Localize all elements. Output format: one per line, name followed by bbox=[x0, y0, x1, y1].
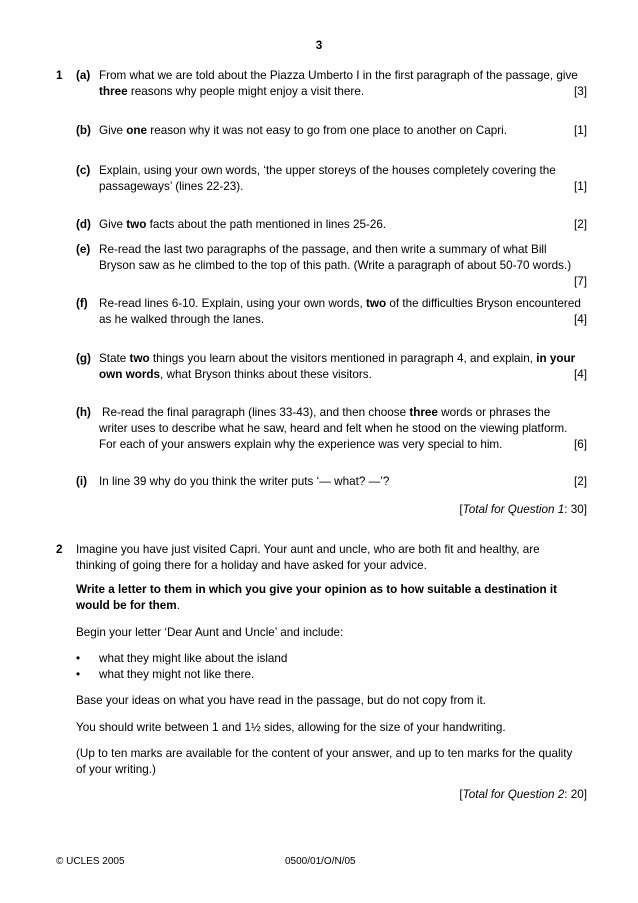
q2-bullet-list bbox=[76, 651, 587, 683]
list-item: • what they might not like there. bbox=[76, 668, 255, 681]
q1d-text: Give two facts about the path mentioned in lines 25-26. [2] bbox=[99, 218, 587, 231]
bullet-icon: • bbox=[76, 652, 81, 665]
page-number: 3 bbox=[315, 39, 323, 52]
q2-begin: Begin your letter ‘Dear Aunt and Uncle’ and include: bbox=[76, 626, 344, 639]
q1i-text: In line 39 why do you think the writer puts ‘— what? —’? [2] bbox=[99, 475, 587, 488]
q1h-text: Re-read the final paragraph (lines 33-43), and then choose three words or phrases the writer uses to describe what he saw, heard and felt when he stood on the viewing platform. For each of your answers explain why the experience was very special to him. [6] bbox=[99, 406, 587, 451]
q1b-label: (b) bbox=[76, 124, 91, 137]
q1f-label: (f) bbox=[76, 297, 88, 310]
q1a-mark: [3] bbox=[574, 85, 587, 98]
q1-total: [Total for Question 1: 30] bbox=[459, 503, 587, 516]
q2-intro: Imagine you have just visited Capri. Your aunt and uncle, who are both fit and healthy, are thinking of going there for a holiday and have asked for your advice. bbox=[76, 543, 540, 572]
list-item: • what they might like about the island bbox=[76, 652, 288, 665]
q1g-text: State two things you learn about the visitors mentioned in paragraph 4, and explain, in your own words, what Bryson thinks about these visitors. [4] bbox=[99, 352, 587, 381]
q1e-label: (e) bbox=[76, 243, 91, 256]
q2-total: [Total for Question 2: 20] bbox=[459, 788, 587, 801]
question-2-number: 2 bbox=[56, 543, 63, 556]
q1i-label: (i) bbox=[76, 475, 88, 488]
q1f-mark: [4] bbox=[574, 313, 587, 326]
q1e-text: Re-read the last two paragraphs of the passage, and then write a summary of what Bill Bryson saw as he climbed to the top of this path. (Write a paragraph of about 50-70 words.) [7] bbox=[99, 243, 587, 288]
footer-code: 0500/01/O/N/05 bbox=[285, 856, 356, 867]
q1d-mark: [2] bbox=[574, 218, 587, 231]
q1a-text: From what we are told about the Piazza Umberto I in the first paragraph of the passage, give three reasons why people might enjoy a visit there. [3] bbox=[99, 69, 587, 98]
q1c-mark: [1] bbox=[574, 180, 587, 193]
q2-task: Write a letter to them in which you give your opinion as to how suitable a destination it would be for them. bbox=[76, 583, 557, 612]
q1g-mark: [4] bbox=[574, 368, 587, 381]
q1a-label: (a) bbox=[76, 69, 91, 82]
q2-base: Base your ideas on what you have read in the passage, but do not copy from it. bbox=[76, 694, 486, 707]
q2-marks-note: (Up to ten marks are available for the content of your answer, and up to ten marks for the quality of your writing.) bbox=[76, 747, 573, 776]
q1c-label: (c) bbox=[76, 164, 91, 177]
q1b-text: Give one reason why it was not easy to go from one place to another on Capri. [1] bbox=[99, 124, 587, 137]
q1g-label: (g) bbox=[76, 352, 91, 365]
footer-copyright: © UCLES 2005 bbox=[56, 856, 125, 867]
q1i-mark: [2] bbox=[574, 475, 587, 488]
q1f-text: Re-read lines 6-10. Explain, using your own words, two of the difficulties Bryson encountered as he walked through the lanes. [4] bbox=[99, 297, 587, 326]
question-1-number: 1 bbox=[56, 69, 63, 82]
q1b-mark: [1] bbox=[574, 124, 587, 137]
q1d-label: (d) bbox=[76, 218, 91, 231]
q1e-mark: [7] bbox=[574, 275, 587, 288]
q1c-text: Explain, using your own words, ‘the upper storeys of the houses completely covering the passageways’ (lines 22-23). [1] bbox=[99, 164, 587, 193]
q1h-label: (h) bbox=[76, 406, 91, 419]
q1h-mark: [6] bbox=[574, 438, 587, 451]
bullet-icon: • bbox=[76, 668, 81, 681]
q2-length: You should write between 1 and 1½ sides, allowing for the size of your handwriting. bbox=[76, 721, 506, 734]
